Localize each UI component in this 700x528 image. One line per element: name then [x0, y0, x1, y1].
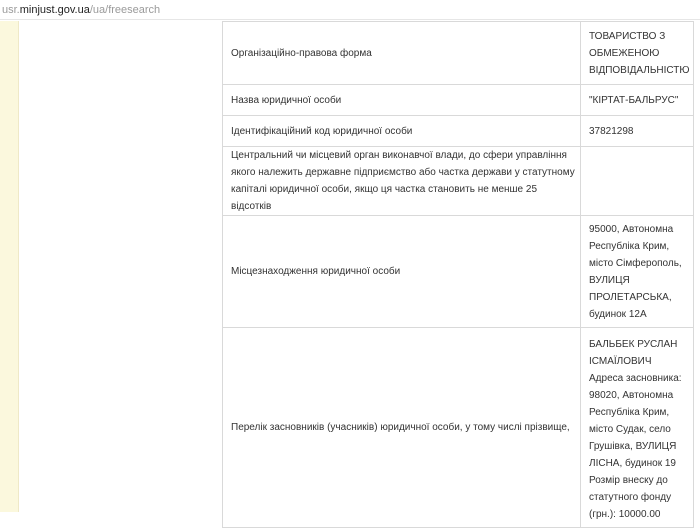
- url-host: minjust.gov.ua: [19, 4, 90, 16]
- value-line: ПРОЛЕТАРСЬКА,: [589, 291, 672, 303]
- row-label-founders: [223, 328, 581, 528]
- value-line: (грн.): 10000.00: [589, 509, 661, 520]
- left-decorative-stripe: [0, 21, 18, 512]
- row-label-governing-body: [223, 147, 581, 216]
- label-line: Перелік засновників (учасників) юридичної особи, у тому числі прізвище,: [231, 422, 570, 433]
- page-content: [0, 21, 700, 520]
- value-line: місто Судак, село: [589, 424, 671, 435]
- row-label-legal-form: Організаційно-правова форма: [223, 22, 581, 85]
- table-row: [223, 328, 694, 528]
- row-value-legal-form: [581, 22, 694, 85]
- label-line: якого належить державне підприємство або частка держави у статутному: [231, 167, 575, 178]
- table-row: [223, 22, 694, 85]
- value-line: Грушівка, ВУЛИЦЯ: [589, 441, 677, 452]
- row-label-entity-name: Назва юридичної особи: [223, 85, 581, 116]
- label-line: капіталі юридичної особи, якщо ця частка становить не менше 25 відсотків: [231, 184, 538, 212]
- value-line: статутного фонду: [589, 492, 672, 503]
- address-bar[interactable]: [0, 0, 700, 20]
- value-line: Республіка Крим,: [589, 240, 670, 252]
- row-value-entity-name: "КІРТАТ-БАЛЬРУС": [581, 85, 694, 116]
- row-label-id-code: Ідентифікаційний код юридичної особи: [223, 116, 581, 147]
- value-line: Розмір внеску до: [589, 475, 668, 486]
- left-stripe-border: [18, 21, 19, 512]
- url-path: /ua/freesearch: [89, 4, 161, 16]
- value-line: ТОВАРИСТВО З: [589, 30, 666, 42]
- value-line: ВУЛИЦЯ: [589, 274, 630, 286]
- table-row: [223, 216, 694, 328]
- value-line: ІСМАЇЛОВИЧ: [589, 356, 652, 367]
- value-line: місто Сімферополь,: [589, 257, 682, 269]
- value-line: Адреса засновника:: [589, 373, 682, 384]
- value-line: ОБМЕЖЕНОЮ: [589, 47, 660, 59]
- value-line: ЛІСНА, будинок 19: [589, 458, 676, 469]
- value-line: Республіка Крим,: [589, 407, 670, 418]
- table-row: [223, 147, 694, 216]
- url-prefix: usr.: [2, 4, 20, 16]
- label-line: Центральний чи місцевий орган виконавчої влади, до сфери управління: [231, 150, 567, 161]
- row-value-governing-body: [581, 147, 694, 216]
- value-line: ВІДПОВІДАЛЬНІСТЮ: [589, 64, 690, 76]
- registry-record-table: [222, 21, 694, 528]
- row-value-location: [581, 216, 694, 328]
- row-value-founders: [581, 328, 694, 528]
- table-row: [223, 116, 694, 147]
- value-line: 98020, Автономна: [589, 390, 674, 401]
- row-label-location: Місцезнаходження юридичної особи: [223, 216, 581, 328]
- value-line: БАЛЬБЕК РУСЛАН: [589, 339, 678, 350]
- value-line: 95000, Автономна: [589, 223, 674, 235]
- value-line: будинок 12А: [589, 308, 647, 320]
- table-row: [223, 85, 694, 116]
- row-value-id-code: 37821298: [581, 116, 694, 147]
